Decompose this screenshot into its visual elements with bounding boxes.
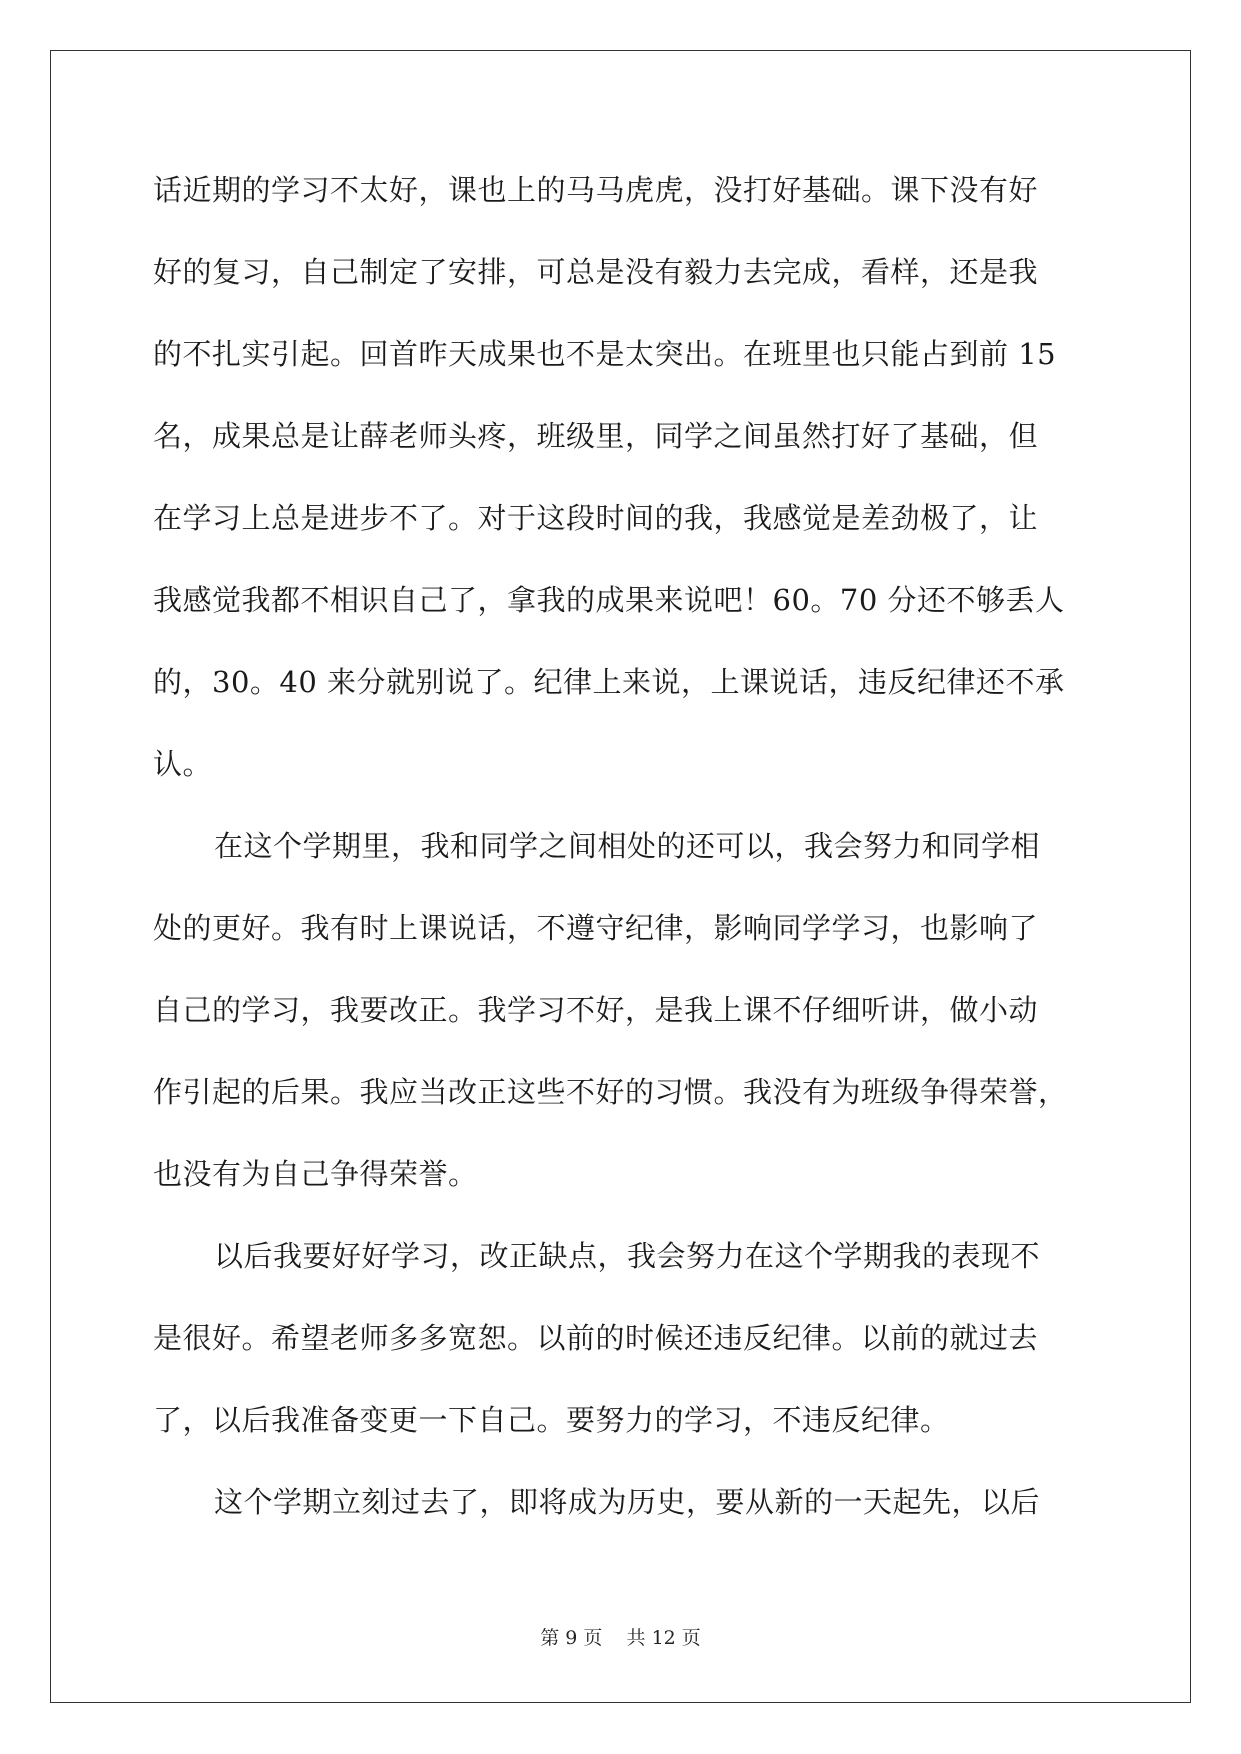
text-line: 是很好。希望老师多多宽恕。以前的时候还违反纪律。以前的就过去 <box>153 1321 1039 1355</box>
text-line: 的，30。40 来分就别说了。纪律上来说，上课说话，违反纪律还不承 <box>153 665 1065 699</box>
text-line: 的不扎实引起。回首昨天成果也不是太突出。在班里也只能占到前 15 <box>153 337 1057 371</box>
text-line: 也没有为自己争得荣誉。 <box>153 1157 478 1191</box>
text-line: 认。 <box>153 747 213 781</box>
text-line: 话近期的学习不太好，课也上的马马虎虎，没打好基础。课下没有好 <box>153 173 1039 207</box>
text-line: 在学习上总是进步不了。对于这段时间的我，我感觉是差劲极了，让 <box>153 501 1039 535</box>
paragraph-first-line: 这个学期立刻过去了，即将成为历史，要从新的一天起先，以后 <box>214 1485 1041 1519</box>
text-line: 处的更好。我有时上课说话，不遵守纪律，影响同学学习，也影响了 <box>153 911 1039 945</box>
text-line: 好的复习，自己制定了安排，可总是没有毅力去完成，看样，还是我 <box>153 255 1039 289</box>
page-total: 共 12 页 <box>626 1627 701 1649</box>
text-line: 我感觉我都不相识自己了，拿我的成果来说吧！60。70 分还不够丢人 <box>153 583 1065 617</box>
paragraph-first-line: 在这个学期里，我和同学之间相处的还可以，我会努力和同学相 <box>214 829 1041 863</box>
paragraph-first-line: 以后我要好好学习，改正缺点，我会努力在这个学期我的表现不 <box>214 1239 1041 1273</box>
text-line: 作引起的后果。我应当改正这些不好的习惯。我没有为班级争得荣誉， <box>153 1075 1068 1109</box>
page-number: 第 9 页 <box>540 1627 603 1649</box>
text-line: 自己的学习，我要改正。我学习不好，是我上课不仔细听讲，做小动 <box>153 993 1039 1027</box>
text-line: 名，成果总是让薛老师头疼，班级里，同学之间虽然打好了基础，但 <box>153 419 1039 453</box>
page-border <box>50 50 1191 1703</box>
page-footer <box>0 1626 1241 1650</box>
text-line: 了，以后我准备变更一下自己。要努力的学习，不违反纪律。 <box>153 1403 950 1437</box>
